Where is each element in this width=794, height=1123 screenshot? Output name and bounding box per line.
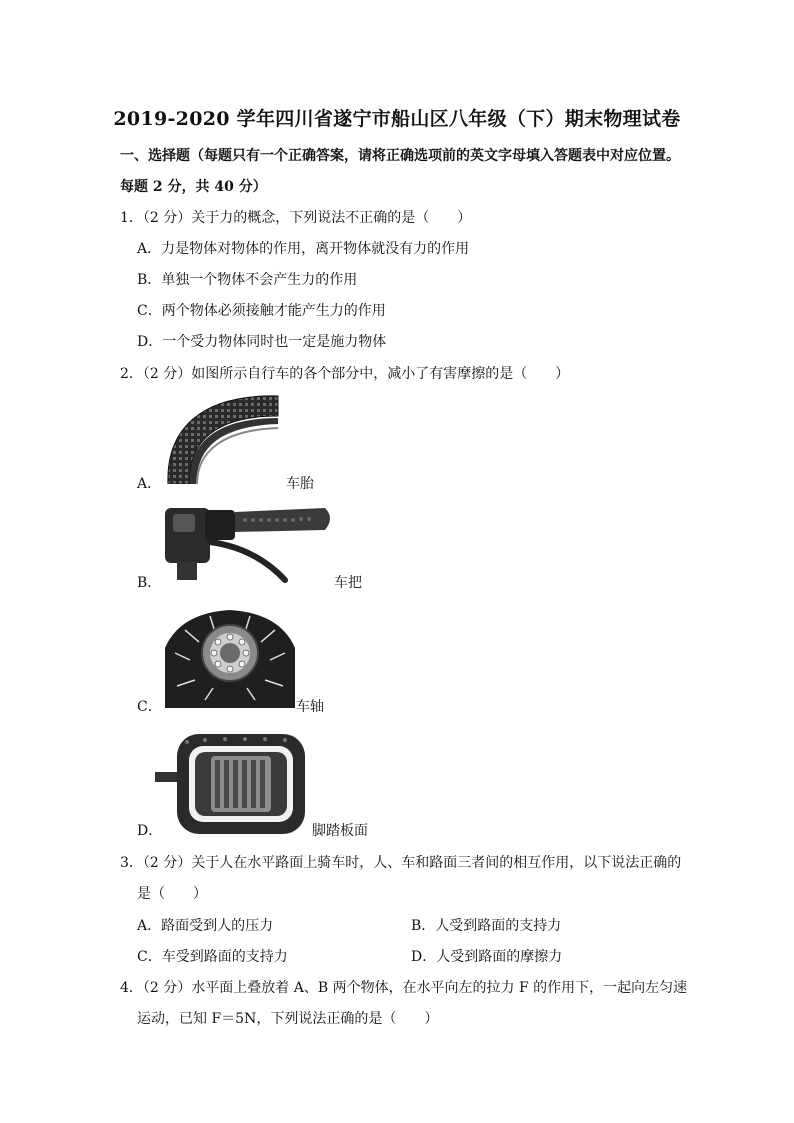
section-heading: 一、选择题（每题只有一个正确答案，请将正确选项前的英文字母填入答题表中对应位置。 (120, 148, 680, 164)
axle-image (165, 608, 295, 708)
question-2-letter-c: C． (137, 699, 162, 715)
question-3-stem-cont: 是（ ） (137, 886, 207, 902)
handlebar-label: 车把 (334, 575, 362, 591)
page-title: 2019-2020 学年四川省遂宁市船山区八年级（下）期末物理试卷 (113, 108, 681, 130)
tire-image (160, 390, 285, 484)
question-1-stem: 1．（2 分）关于力的概念，下列说法不正确的是（ ） (120, 210, 472, 226)
question-1-option-c: C．两个物体必须接触才能产生力的作用 (137, 303, 386, 319)
question-2-letter-a: A． (137, 476, 162, 492)
section-heading-cont: 每题 2 分，共 40 分） (120, 179, 267, 195)
question-1-option-b: B．单独一个物体不会产生力的作用 (137, 272, 358, 288)
question-3-stem: 3．（2 分）关于人在水平路面上骑车时，人、车和路面三者间的相互作用，以下说法正确的 (120, 855, 682, 871)
question-3-option-d: D．人受到路面的摩擦力 (411, 949, 563, 965)
axle-label: 车轴 (296, 699, 324, 715)
question-4-stem: 4．（2 分）水平面上叠放着 A、B 两个物体，在水平向左的拉力 F 的作用下，一起向左匀速 (120, 980, 688, 996)
question-3-option-b: B．人受到路面的支持力 (411, 918, 562, 934)
question-3-option-a: A．路面受到人的压力 (137, 918, 274, 934)
tire-label: 车胎 (286, 476, 314, 492)
question-2-letter-b: B． (137, 575, 162, 591)
pedal-label: 脚踏板面 (312, 823, 368, 839)
question-2-letter-d: D． (137, 823, 163, 839)
question-2-stem: 2．（2 分）如图所示自行车的各个部分中，减小了有害摩擦的是（ ） (120, 366, 570, 382)
handlebar-image (165, 500, 335, 585)
question-1-option-d: D．一个受力物体同时也一定是施力物体 (137, 334, 387, 350)
question-3-option-c: C．车受到路面的支持力 (137, 949, 288, 965)
pedal-image (155, 730, 310, 838)
question-4-stem-cont: 运动，已知 F＝5N，下列说法正确的是（ ） (137, 1011, 439, 1027)
question-1-option-a: A．力是物体对物体的作用，离开物体就没有力的作用 (137, 241, 470, 257)
